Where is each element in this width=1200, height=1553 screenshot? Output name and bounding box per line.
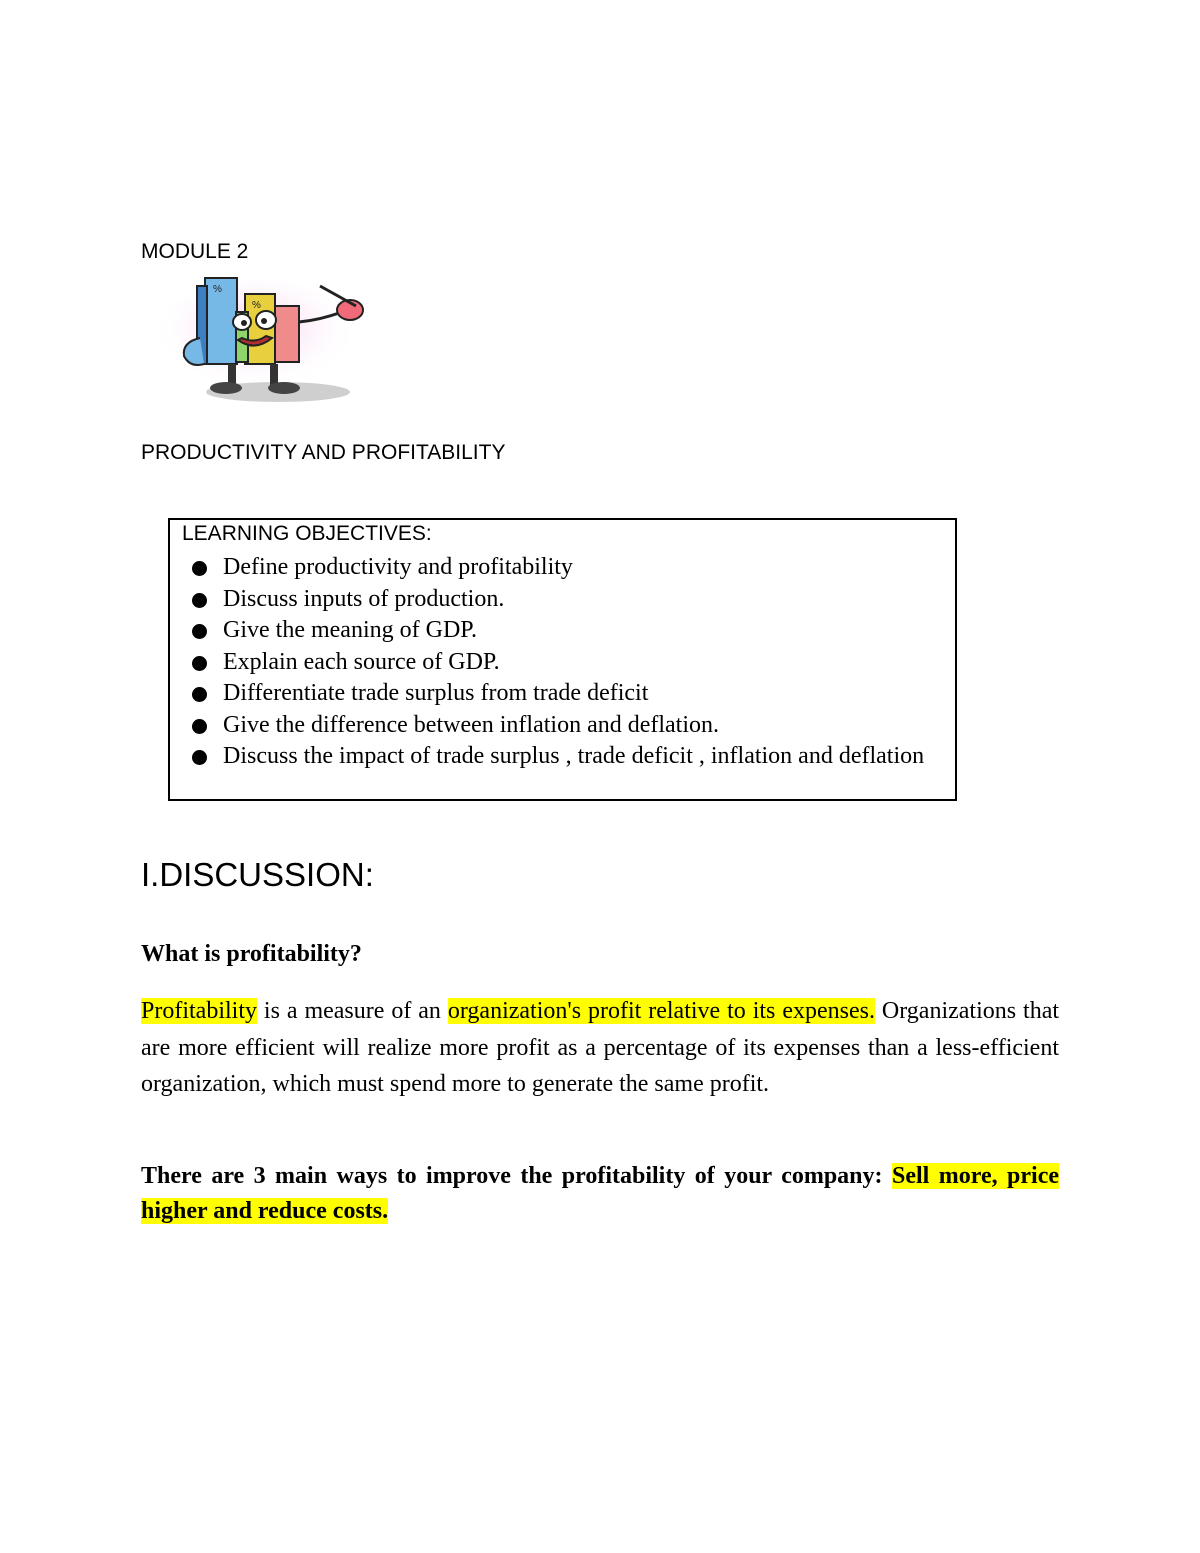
bullet-icon [192, 750, 207, 765]
highlighted-term: Profitability [141, 998, 257, 1024]
topic-title: PRODUCTIVITY AND PROFITABILITY [141, 441, 506, 464]
bullet-icon [192, 624, 207, 639]
bullet-icon [192, 687, 207, 702]
objective-text: Discuss the impact of trade surplus , trade deficit , inflation and deflation [223, 743, 925, 769]
objective-text: Give the meaning of GDP. [223, 617, 477, 643]
improve-profitability-paragraph [141, 1159, 1059, 1229]
bullet-icon [192, 561, 207, 576]
objective-item [190, 584, 950, 616]
objective-item [190, 710, 950, 742]
bar-chart-mascot-icon [160, 272, 395, 407]
paragraph-text: is a measure of an [257, 998, 448, 1024]
bullet-icon [192, 656, 207, 671]
question-heading: What is profitability? [141, 941, 362, 967]
bullet-icon [192, 719, 207, 734]
percent-symbol: % [252, 300, 261, 311]
objectives-list [190, 552, 950, 773]
bullet-icon [192, 593, 207, 608]
objective-text: Explain each source of GDP. [223, 648, 500, 675]
profitability-definition-paragraph [141, 993, 1059, 1103]
highlighted-phrase: Sell more, price higher and reduce costs. [141, 1163, 1060, 1224]
objective-item [190, 647, 950, 679]
objectives-heading: LEARNING OBJECTIVES: [182, 522, 432, 545]
objective-item [190, 678, 950, 710]
objective-text: Give the difference between inflation and deflation. [223, 711, 720, 738]
discussion-heading: I.DISCUSSION: [141, 856, 374, 893]
objective-text: Define productivity and profitability [223, 554, 573, 580]
objective-item [190, 552, 950, 584]
learning-objectives-box [168, 518, 957, 801]
percent-symbol: % [213, 284, 222, 295]
objective-text: Differentiate trade surplus from trade deficit [223, 680, 649, 706]
objective-text: Discuss inputs of production. [223, 585, 505, 612]
paragraph-text: Organizations that are more efficient will realize more profit as a percentage of its expenses than a less-efficient organization, which must spend more to generate the same profit. [141, 998, 1060, 1097]
objective-item [190, 741, 950, 773]
module-label: MODULE 2 [141, 240, 249, 263]
paragraph-lead: There are 3 main ways to improve the profitability of your company: [141, 1163, 892, 1189]
objective-item [190, 615, 950, 647]
highlighted-phrase: organization's profit relative to its expenses. [447, 998, 875, 1024]
